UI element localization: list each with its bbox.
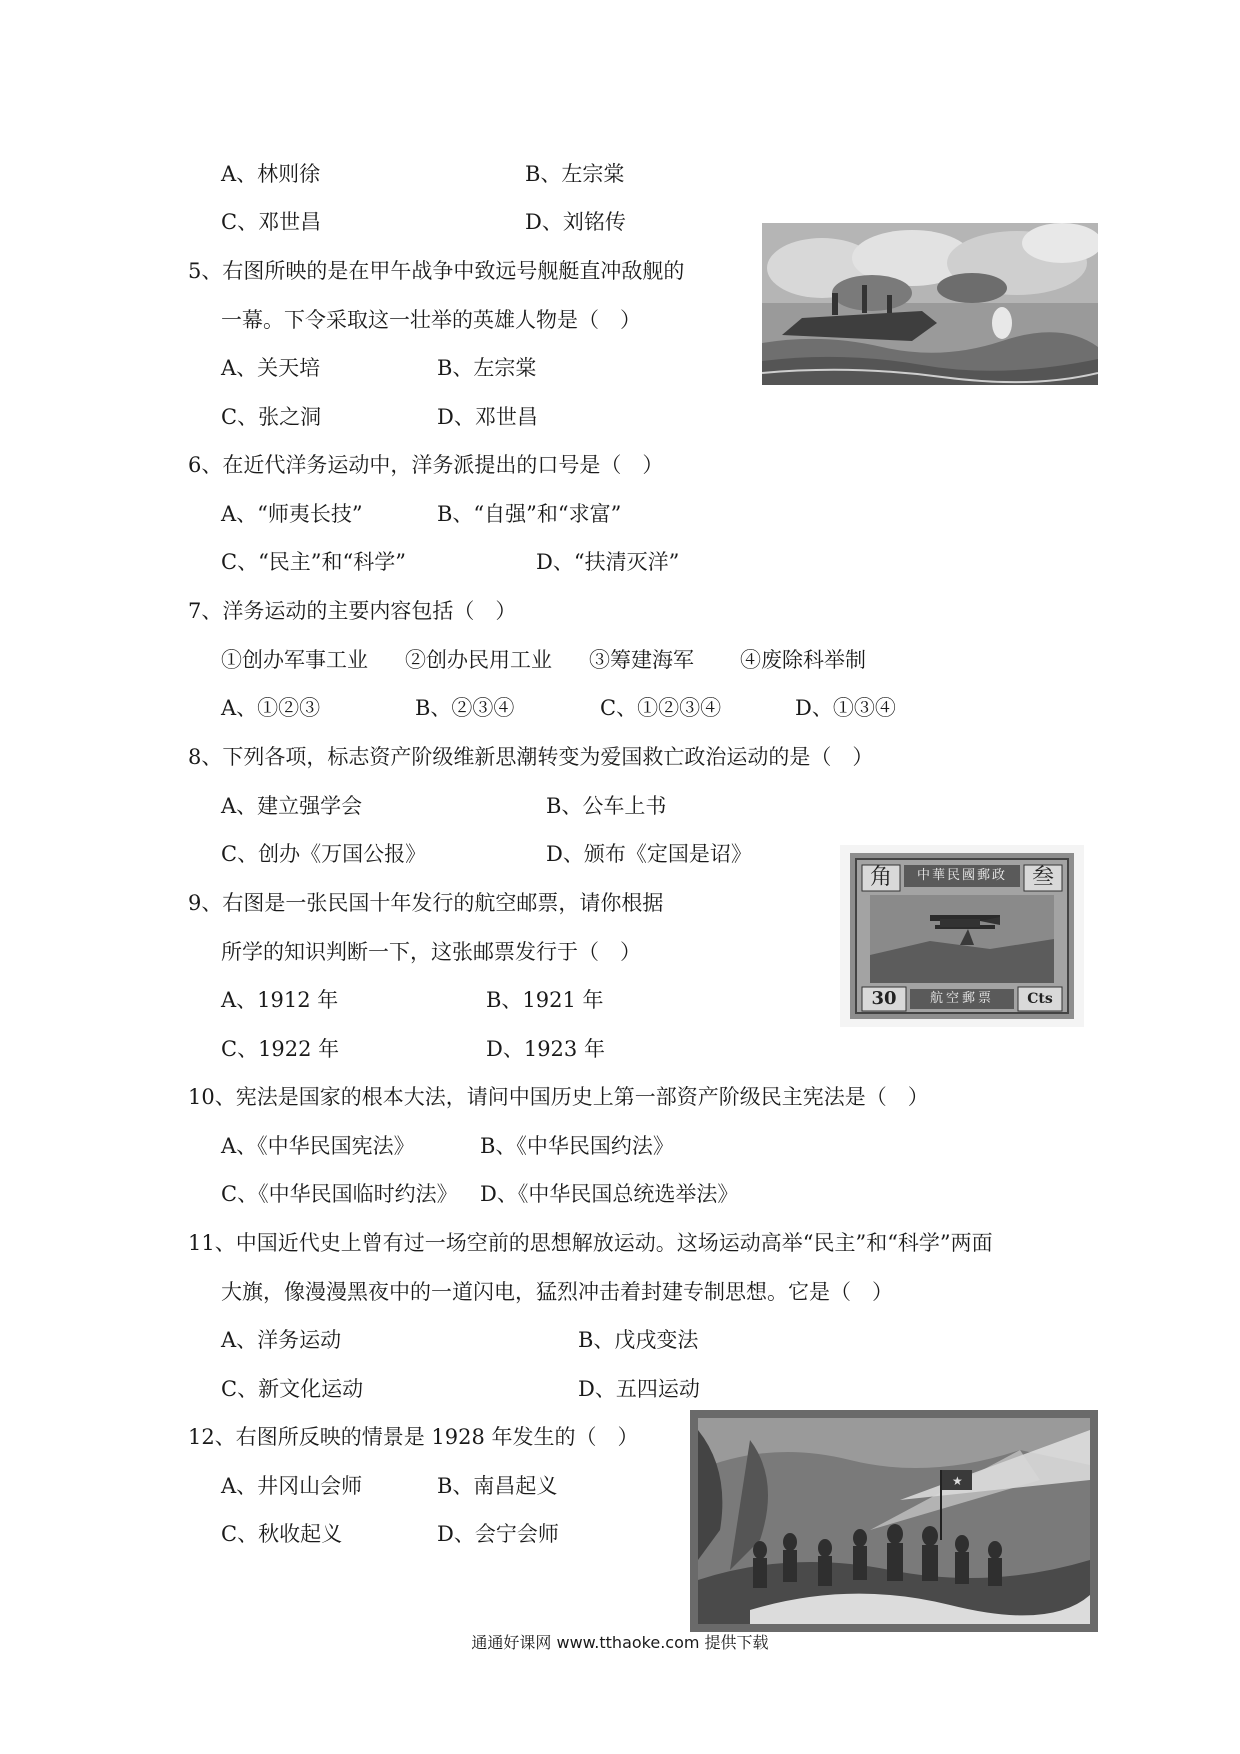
stamp-bottom-left-label: 30: [871, 988, 897, 1009]
q4-option-c: C、邓世昌: [221, 210, 322, 234]
q6-option-d: D、“扶清灭洋”: [536, 550, 680, 574]
stamp-bottom-banner: 航空郵票: [929, 991, 994, 1006]
q11-stem-line2: 大旗，像漫漫黑夜中的一道闪电，猛烈冲击着封建专制思想。它是（ ）: [221, 1280, 893, 1304]
q7-item-4: ④废除科举制: [740, 648, 866, 672]
q5-stem-line1: 5、右图所映的是在甲午战争中致远号舰艇直冲敌舰的: [188, 259, 685, 283]
q5-option-d: D、邓世昌: [437, 405, 538, 429]
q7-item-3: ③筹建海军: [589, 648, 694, 672]
naval-battle-image: [762, 223, 1098, 385]
page-footer: 通通好课网 www.tthaoke.com 提供下载: [471, 1633, 769, 1652]
q12-option-c: C、秋收起义: [221, 1522, 343, 1546]
q4-option-d: D、刘铭传: [525, 210, 626, 234]
q4-option-a: A、林则徐: [221, 162, 321, 186]
jinggangshan-painting-image: [690, 1410, 1098, 1632]
q8-option-d: D、颁布《定国是诏》: [546, 842, 752, 866]
q10-option-a: A、《中华民国宪法》: [221, 1134, 415, 1158]
stamp-top-banner: 中華民國郵政: [916, 868, 1007, 883]
stamp-top-left-label: 角: [869, 865, 892, 890]
q10-stem: 10、宪法是国家的根本大法，请问中国历史上第一部资产阶级民主宪法是（ ）: [188, 1085, 929, 1109]
q11-stem-line1: 11、中国近代史上曾有过一场空前的思想解放运动。这场运动高举“民主”和“科学”两面: [188, 1231, 993, 1255]
q7-item-2: ②创办民用工业: [405, 648, 552, 672]
q7-stem: 7、洋务运动的主要内容包括（ ）: [188, 599, 517, 623]
q11-option-a: A、洋务运动: [221, 1328, 342, 1352]
q10-option-c: C、《中华民国临时约法》: [221, 1182, 458, 1206]
q5-option-c: C、张之洞: [221, 405, 322, 429]
q6-stem: 6、在近代洋务运动中，洋务派提出的口号是（ ）: [188, 453, 664, 477]
q11-option-c: C、新文化运动: [221, 1377, 364, 1401]
stamp-bottom-right-label: Cts: [1027, 991, 1053, 1007]
q12-option-a: A、井冈山会师: [221, 1474, 363, 1498]
q11-option-d: D、五四运动: [578, 1377, 700, 1401]
q5-stem-line2: 一幕。下令采取这一壮举的英雄人物是（ ）: [221, 308, 641, 332]
q6-option-c: C、“民主”和“科学”: [221, 550, 407, 574]
q6-option-b: B、“自强”和“求富”: [437, 502, 622, 526]
q10-option-b: B、《中华民国约法》: [480, 1134, 674, 1158]
stamp-top-right-label: 叁: [1031, 865, 1054, 890]
q8-stem: 8、下列各项，标志资产阶级维新思潮转变为爱国救亡政治运动的是（ ）: [188, 745, 874, 769]
q9-option-c: C、1922 年: [221, 1037, 340, 1061]
q4-option-b: B、左宗棠: [525, 162, 625, 186]
q7-option-d: D、①③④: [795, 696, 896, 720]
q12-option-b: B、南昌起义: [437, 1474, 558, 1498]
q9-stem-line2: 所学的知识判断一下，这张邮票发行于（ ）: [221, 940, 641, 964]
q5-option-a: A、关天培: [221, 356, 321, 380]
q7-option-c: C、①②③④: [600, 696, 722, 720]
airmail-stamp-image: [840, 845, 1084, 1027]
q9-option-b: B、1921 年: [486, 988, 604, 1012]
q6-option-a: A、“师夷长技”: [221, 502, 363, 526]
q7-option-b: B、②③④: [415, 696, 515, 720]
svg-text:★: ★: [952, 1474, 963, 1488]
q9-stem-line1: 9、右图是一张民国十年发行的航空邮票，请你根据: [188, 891, 664, 915]
q9-option-d: D、1923 年: [486, 1037, 605, 1061]
q12-stem: 12、右图所反映的情景是 1928 年发生的（ ）: [188, 1425, 639, 1449]
q7-item-1: ①创办军事工业: [221, 648, 368, 672]
q8-option-b: B、公车上书: [546, 794, 667, 818]
q8-option-a: A、建立强学会: [221, 794, 363, 818]
q9-option-a: A、1912 年: [221, 988, 339, 1012]
q8-option-c: C、创办《万国公报》: [221, 842, 427, 866]
q12-option-d: D、会宁会师: [437, 1522, 559, 1546]
q7-option-a: A、①②③: [221, 696, 321, 720]
q11-option-b: B、戊戌变法: [578, 1328, 699, 1352]
q10-option-d: D、《中华民国总统选举法》: [480, 1182, 739, 1206]
q5-option-b: B、左宗棠: [437, 356, 537, 380]
